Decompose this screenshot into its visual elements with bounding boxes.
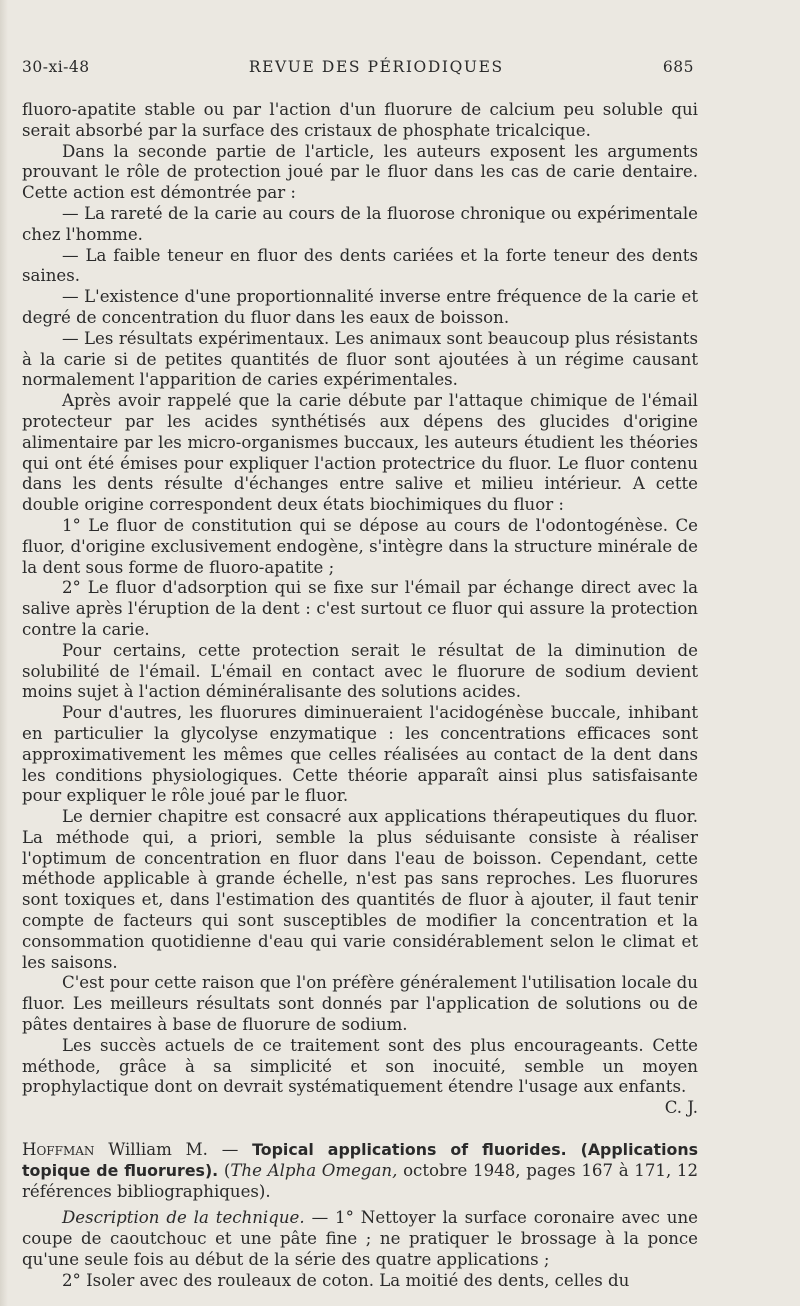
technique-label: Description de la technique. bbox=[62, 1208, 305, 1228]
paragraph: 1° Le fluor de constitution qui se dépose au cours de l'odontogénèse. Ce fluor, d'origine exclusivement endogène, s'intègre dans la structure minérale de la dent sous forme de fluoro-apatite ; bbox=[22, 515, 698, 577]
paragraph: — La faible teneur en fluor des dents cariées et la forte teneur des dents saines. bbox=[22, 245, 698, 286]
ref-journal: The Alpha Omegan, bbox=[230, 1160, 398, 1180]
technique-step-1: — 1° Nettoyer la surface coronaire avec une coupe de caoutchouc et une pâte fine ; ne pratiquer le brossage à la ponce qu'une seule fois au début de la série des quatre applications ; bbox=[22, 1208, 698, 1270]
ref-title: Topical applications of fluorides. (Applications topique de fluorures). bbox=[22, 1140, 698, 1180]
ref-author-given: William M. — bbox=[108, 1140, 239, 1160]
technique-paragraph bbox=[22, 1208, 698, 1270]
paragraph: — L'existence d'une proportionnalité inverse entre fréquence de la carie et degré de concentration du fluor dans les eaux de boisson. bbox=[22, 287, 698, 327]
section-gap bbox=[22, 1119, 698, 1140]
paragraph: Le dernier chapitre est consacré aux applications thérapeutiques du fluor. La méthode qui, a priori, semble la plus séduisante consiste à réaliser l'optimum de concentration en fluor dans l'eau de boisson. Cependant, cette méthode applicable à grande échelle, n'est pas sans reproches. Les fluorures sont toxiques et, dans l'estimation des quantités de fluor à ajouter, il faut tenir compte de facteurs qui sont susceptibles de modifier la concentration et la consommation quotidienne d'eau qui varie considérablement selon le climat et les saisons. bbox=[22, 807, 698, 972]
paragraph: C'est pour cette raison que l'on préfère généralement l'utilisation locale du fluor. Les meilleurs résultats sont donnés par l'application de solutions ou de pâtes dentaires à base de fluorure de sodium. bbox=[22, 973, 698, 1035]
article-body bbox=[22, 100, 698, 1292]
ref-author-surname: Hoffman bbox=[22, 1140, 95, 1160]
paragraph: Dans la seconde partie de l'article, les auteurs exposent les arguments prouvant le rôle de protection joué par le fluor dans les cas de carie dentaire. Cette action est démontrée par : bbox=[22, 141, 698, 203]
author-signature: C. J. bbox=[664, 1098, 698, 1118]
paragraph: 2° Le fluor d'adsorption qui se fixe sur l'émail par échange direct avec la salive après l'éruption de la dent : c'est surtout ce fluor qui assure la protection contre la carie. bbox=[22, 578, 698, 639]
paragraph: Pour certains, cette protection serait le résultat de la diminution de solubilité de l'émail. L'émail en contact avec le fluorure de sodium devient moins sujet à l'action déminéralisante des solutions acides. bbox=[22, 640, 698, 702]
bibliographic-reference: Hoffman William M. — Topical applications of fluorides. (Applications topique de fluorures). (The Alpha Omegan, octobre 1948, pages 167 à 171, 12 références bibliographiques). bbox=[22, 1140, 698, 1201]
paragraph: — Les résultats expérimentaux. Les animaux sont beaucoup plus résistants à la carie si de petites quantités de fluor sont ajoutées à un régime causant normalement l'apparition de caries expérimentales. bbox=[22, 328, 698, 390]
running-header bbox=[22, 58, 694, 76]
technique-paragraph: 2° Isoler avec des rouleaux de coton. La moitié des dents, celles du bbox=[62, 1270, 630, 1290]
ref-details: octobre 1948, pages 167 à 171, 12 références bibliographiques). bbox=[22, 1160, 698, 1201]
header-date: 30-xi-48 bbox=[22, 58, 90, 76]
paragraph: fluoro-apatite stable ou par l'action d'un fluorure de calcium peu soluble qui serait absorbé par la surface des cristaux de phosphate tricalcique. bbox=[22, 100, 698, 140]
paragraph: Les succès actuels de ce traitement sont des plus encourageants. Cette méthode, grâce à sa simplicité et son inocuité, semble un moyen prophylactique dont on devrait systématiquement étendre l'usage aux enfants. bbox=[22, 1035, 698, 1097]
page-number: 685 bbox=[662, 58, 694, 76]
paragraph: Après avoir rappelé que la carie débute par l'attaque chimique de l'émail protecteur par les acides synthétisés aux dépens des glucides d'origine alimentaire par les micro-organismes buccaux, les auteurs étudient les théories qui ont été émises pour expliquer l'action protectrice du fluor. Le fluor contenu dans les dents résulte d'échanges entre salive et milieu intérieur. A cette double origine correspondent deux états biochimiques du fluor : bbox=[22, 391, 698, 515]
paragraph: Pour d'autres, les fluorures diminueraient l'acidogénèse buccale, inhibant en particulier la glycolyse enzymatique : les concentrations efficaces sont approximativement les mêmes que celles réalisées au contact de la dent dans les conditions physiologiques. Cette théorie apparaît ainsi plus satisfaisante pour expliquer le rôle joué par le fluor. bbox=[22, 703, 698, 806]
header-title: REVUE DES PÉRIODIQUES bbox=[248, 58, 504, 76]
paragraph: — La rareté de la carie au cours de la fluorose chronique ou expérimentale chez l'homme. bbox=[22, 203, 698, 244]
